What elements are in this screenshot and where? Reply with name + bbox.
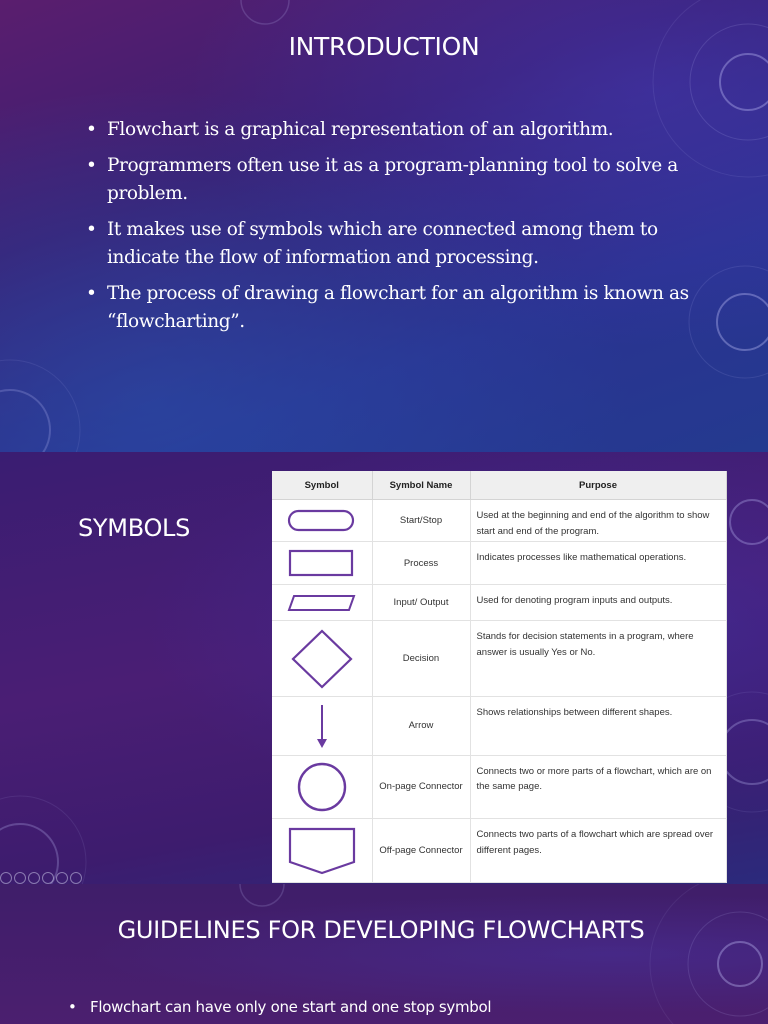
symbol-purpose: Shows relationships between different shapes. — [470, 697, 726, 756]
column-header: Purpose — [470, 471, 726, 500]
bullet-item — [68, 998, 491, 1016]
symbol-name: Decision — [372, 621, 470, 697]
slide-title: INTRODUCTION — [288, 32, 480, 61]
bullet-list — [68, 998, 491, 1016]
toolbar-slides-icon[interactable] — [42, 872, 54, 884]
terminal-oval-icon — [287, 509, 357, 533]
symbol-name: Arrow — [372, 697, 470, 756]
toolbar-zoom-icon[interactable] — [56, 872, 68, 884]
slide-guidelines — [0, 884, 768, 1024]
bullet-text: It makes use of symbols which are connected among them to indicate the flow of information and processing. — [107, 219, 658, 268]
bullet-item — [86, 280, 706, 336]
bullet-icon: • — [86, 119, 97, 140]
bullet-text: Flowchart is a graphical representation of an algorithm. — [107, 119, 614, 140]
symbol-cell — [272, 819, 372, 883]
bullet-item — [86, 216, 706, 272]
bullet-text: Programmers often use it as a program-planning tool to solve a problem. — [107, 155, 678, 204]
toolbar-next-icon[interactable] — [14, 872, 26, 884]
slide-symbols — [0, 452, 768, 884]
column-header: Symbol Name — [372, 471, 470, 500]
bullet-icon: • — [68, 998, 77, 1016]
symbols-table — [272, 471, 726, 883]
column-header: Symbol — [272, 471, 372, 500]
symbol-name: On-page Connector — [372, 755, 470, 819]
symbol-name: Input/ Output — [372, 584, 470, 620]
symbol-purpose: Connects two or more parts of a flowchart, which are on the same page. — [470, 755, 726, 819]
symbol-purpose: Used at the beginning and end of the algorithm to show start and end of the program. — [470, 500, 726, 542]
table-row — [272, 584, 726, 620]
symbol-cell — [272, 755, 372, 819]
bullet-text: Flowchart can have only one start and one stop symbol — [90, 998, 492, 1016]
symbol-purpose: Stands for decision statements in a program, where answer is usually Yes or No. — [470, 621, 726, 697]
symbol-cell — [272, 621, 372, 697]
slide-introduction — [0, 0, 768, 452]
bullet-item — [86, 152, 706, 208]
slide-title: SYMBOLS — [78, 514, 191, 542]
symbol-cell — [272, 584, 372, 620]
bullet-text: The process of drawing a flowchart for an algorithm is known as “flowcharting”. — [107, 283, 689, 332]
slide-title: GUIDELINES FOR DEVELOPING FLOWCHARTS — [117, 916, 645, 944]
symbol-purpose: Connects two parts of a flowchart which are spread over different pages. — [470, 819, 726, 883]
bullet-icon: • — [86, 219, 97, 240]
symbol-name: Start/Stop — [372, 500, 470, 542]
bullet-list — [86, 116, 706, 344]
symbol-cell — [272, 542, 372, 584]
slide-toolbar[interactable] — [0, 872, 82, 884]
table-row — [272, 542, 726, 584]
arrow-down-icon — [312, 703, 332, 749]
table-row — [272, 755, 726, 819]
bullet-icon: • — [86, 155, 97, 176]
symbol-purpose: Used for denoting program inputs and outputs. — [470, 584, 726, 620]
toolbar-more-icon[interactable] — [70, 872, 82, 884]
bullet-item — [86, 116, 706, 144]
table-header-row — [272, 471, 726, 500]
process-rectangle-icon — [287, 548, 357, 578]
table-row — [272, 819, 726, 883]
table-row — [272, 697, 726, 756]
offpage-connector-icon — [287, 826, 357, 876]
bullet-icon: • — [86, 283, 97, 304]
symbol-cell — [272, 500, 372, 542]
symbol-purpose: Indicates processes like mathematical operations. — [470, 542, 726, 584]
table-row — [272, 621, 726, 697]
connector-circle-icon — [294, 761, 350, 813]
symbol-name: Off-page Connector — [372, 819, 470, 883]
io-parallelogram-icon — [287, 593, 357, 613]
decision-diamond-icon — [290, 629, 354, 689]
toolbar-prev-icon[interactable] — [0, 872, 12, 884]
table-row — [272, 500, 726, 542]
toolbar-pen-icon[interactable] — [28, 872, 40, 884]
symbol-name: Process — [372, 542, 470, 584]
symbol-cell — [272, 697, 372, 756]
